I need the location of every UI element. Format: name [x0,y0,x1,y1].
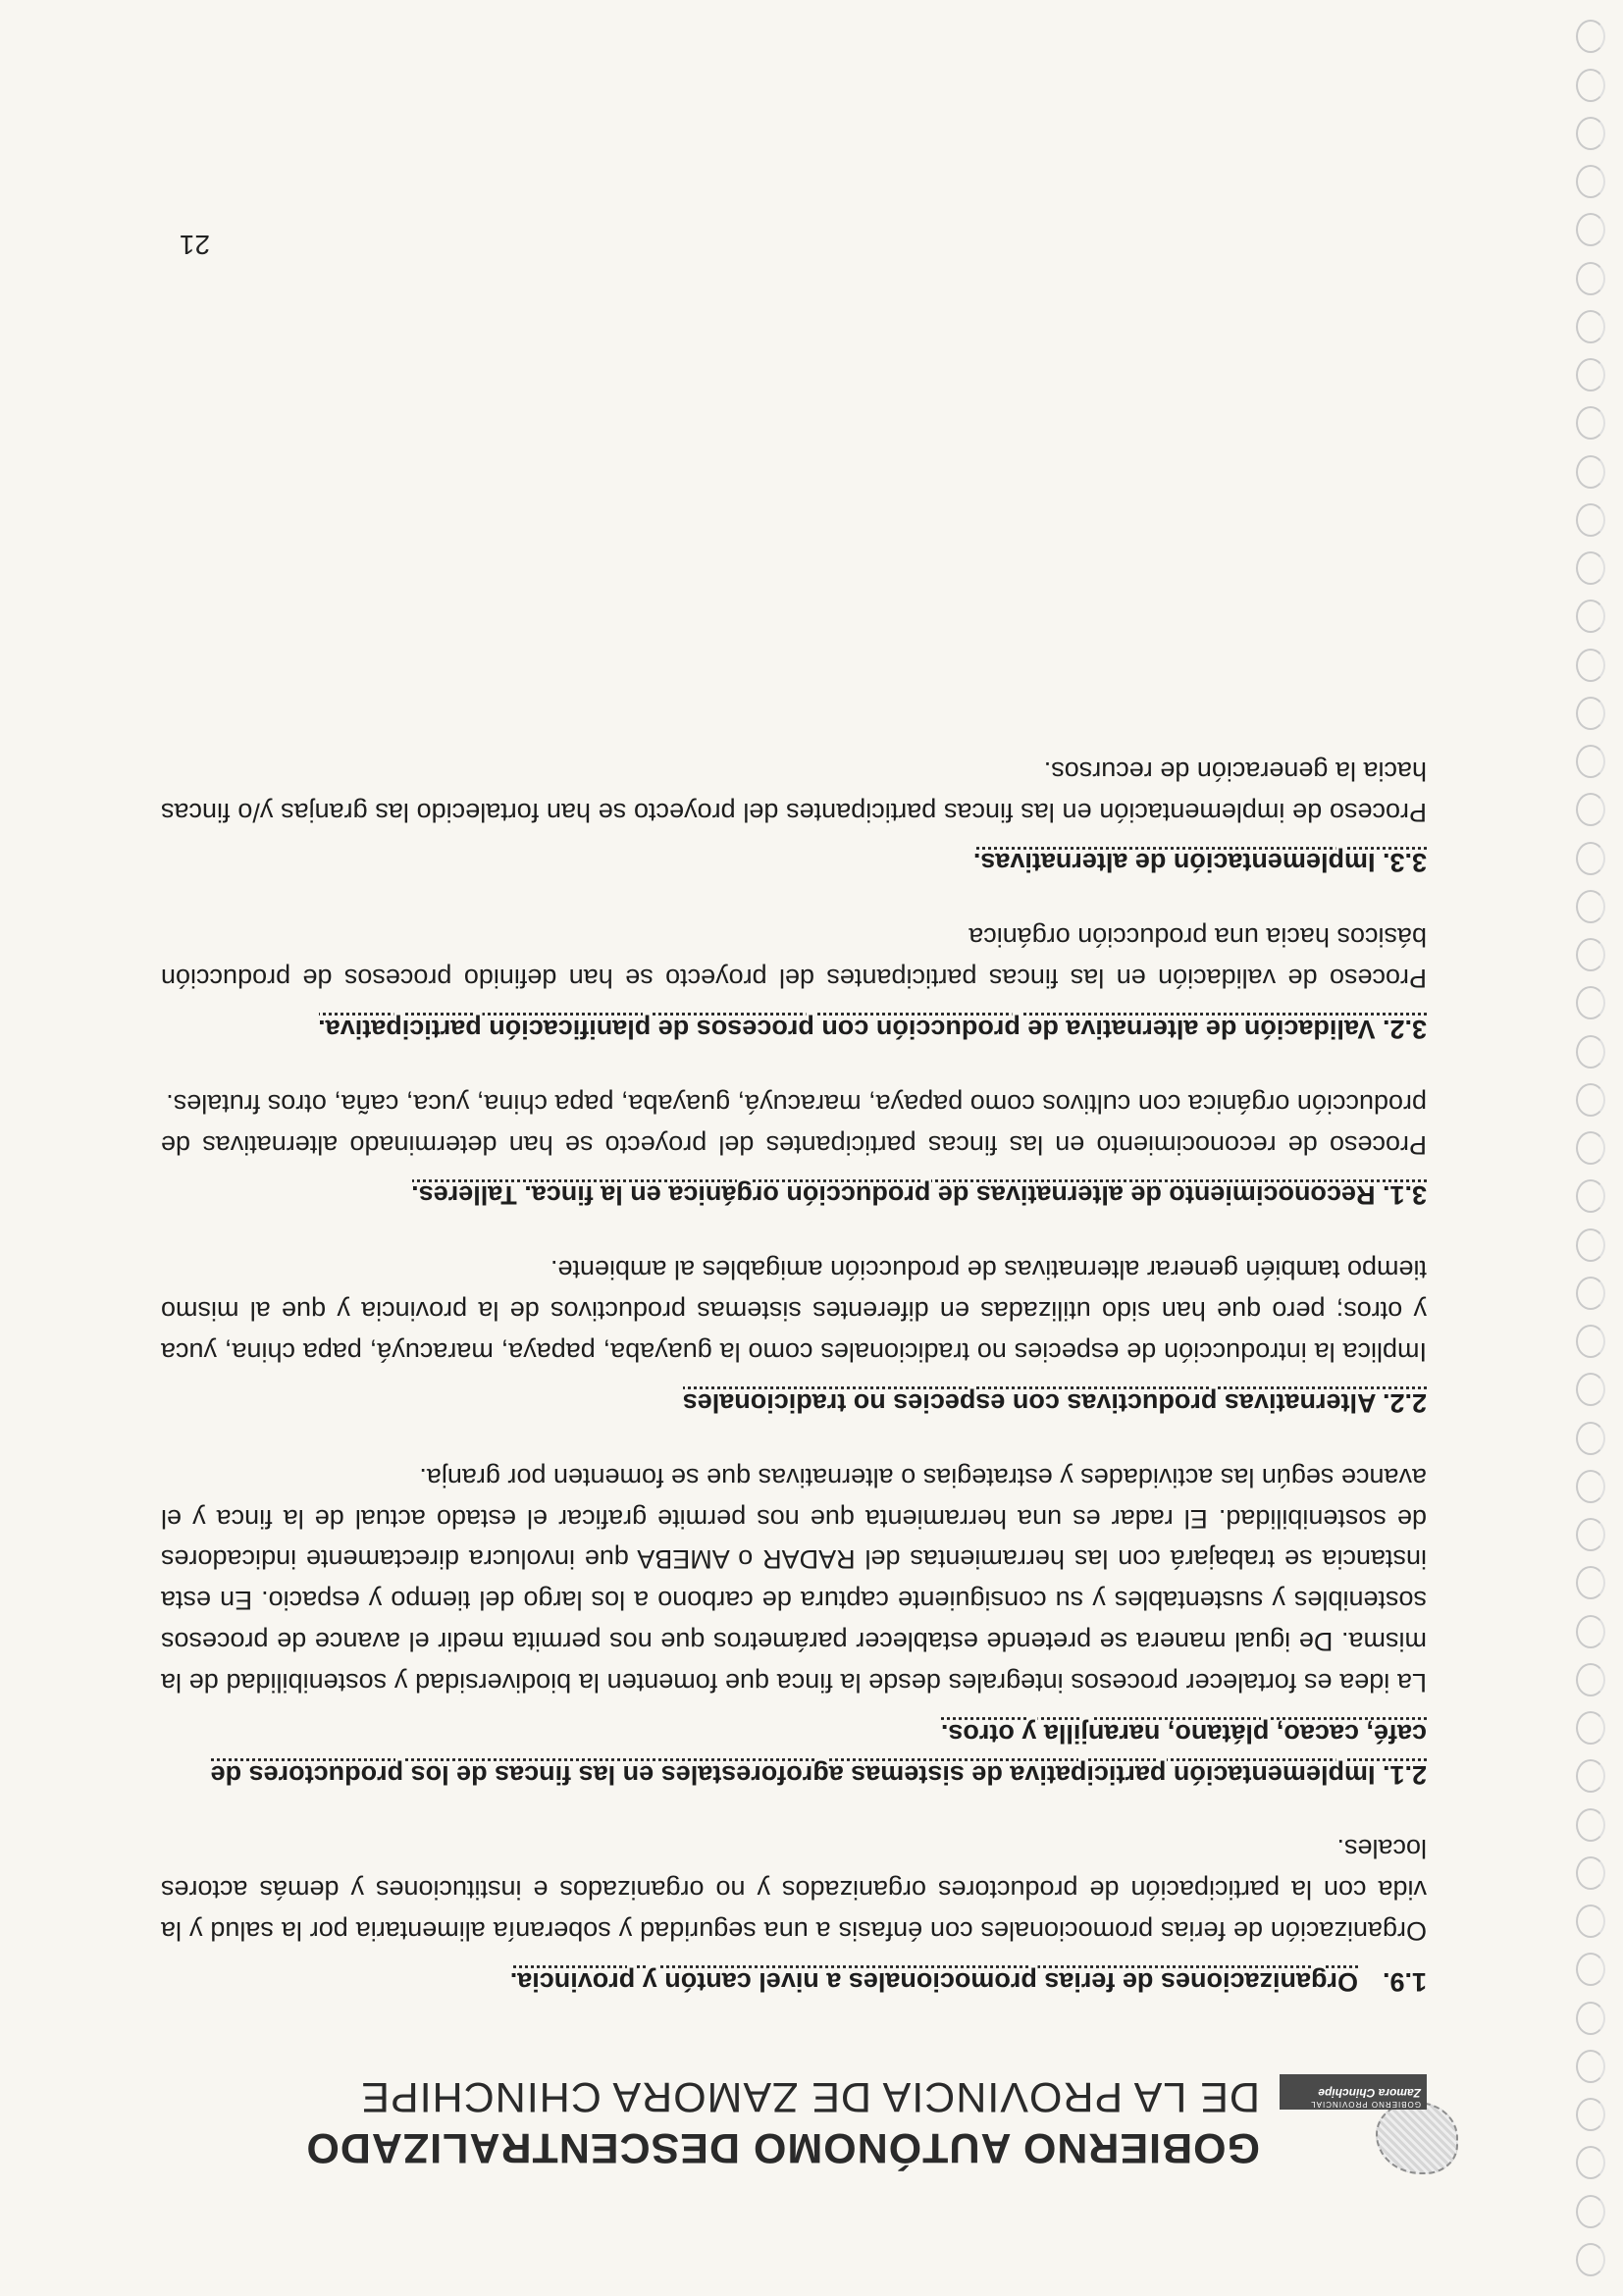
binding-hole [1576,1277,1605,1310]
binding-hole [1576,1325,1605,1358]
binding-hole [1576,407,1605,441]
binding-hole [1576,1905,1605,1938]
binding-hole [1576,1131,1605,1165]
binding-hole [1576,2147,1605,2180]
section-paragraph: Organización de ferias promocionales con énfasis a una seguridad y soberanía alimentaria por la salud y la vida con la participación de productores organizados y no organizados e instituciones y demás actores locales. [161,1834,1427,1947]
provincial-logo [1280,2062,1466,2180]
spiral-binding [1566,20,1605,2276]
binding-hole [1576,938,1605,971]
logo-line2: Zamora Chinchipe [1318,2086,1421,2101]
binding-hole [1576,1663,1605,1696]
binding-hole [1576,1567,1605,1600]
binding-hole [1576,1954,1605,1987]
document-header [161,2053,1466,2180]
binding-hole [1576,649,1605,682]
binding-hole [1576,1035,1605,1069]
section-heading: 2.2. Alternativas productivas con especies no tradicionales [682,1387,1427,1418]
section-paragraph: Proceso de reconocimiento en las fincas participantes del proyecto se han determinado alternativas de producción orgánica con cultivos como papaya, maracuyá, guayaba, papa china, yuca, caña, otros frutales. [161,1088,1427,1160]
binding-hole [1576,794,1605,827]
section-paragraph: Proceso de validación en las fincas participantes del proyecto se han definido procesos de producción básicos hacia una producción orgánica [161,922,1427,994]
binding-hole [1576,890,1605,923]
binding-hole [1576,214,1605,247]
binding-hole [1576,503,1605,537]
binding-hole [1576,455,1605,489]
binding-hole [1576,165,1605,198]
binding-hole [1576,69,1605,102]
binding-hole [1576,1808,1605,1842]
binding-hole [1576,697,1605,730]
binding-hole [1576,117,1605,150]
section-number: 1.9. [1382,1967,1427,1997]
header-title [305,2071,1260,2180]
binding-hole [1576,2195,1605,2228]
binding-hole [1576,1760,1605,1794]
binding-hole [1576,987,1605,1020]
binding-hole [1576,1518,1605,1551]
binding-hole [1576,1470,1605,1503]
binding-hole [1576,551,1605,585]
header-title-line1: GOBIERNO AUTÓNOMO DESCENTRALIZADO [305,2124,1260,2171]
binding-hole [1576,1856,1605,1890]
binding-hole [1576,21,1605,54]
document-body [161,750,1427,2002]
section-heading: 3.3. Implementación de alternativas. [972,848,1427,878]
binding-hole [1576,358,1605,391]
section-heading: 2.1. Implementación participativa de sistemas agroforestales en las fincas de los productores de café, cacao, plátano, naranjilla y otros. [210,1718,1427,1790]
logo-banner [1280,2074,1427,2110]
province-map-icon [1376,2102,1458,2174]
binding-hole [1576,1180,1605,1214]
binding-hole [1576,1711,1605,1745]
section-paragraph: La idea es fortalecer procesos integrales desde la finca que fomenten la biodiversidad y sostenibilidad de la misma. De igual manera se pretende establecer parámetros que nos permita medir el avance de procesos sostenibles y sustentables y su consiguiente captura de carbono a los largo del tiempo y espacio. En esta instancia se trabajará con las herramientas del RADAR o AMEBA que involucra directamente indicadores de sostenibilidad. El radar es una herramienta que nos permite graficar el estado actual de la finca y el avance según las actividades y estrategias o alternativas que se fomenten por granja. [161,1462,1427,1697]
binding-hole [1576,600,1605,634]
binding-hole [1576,1374,1605,1407]
binding-hole [1576,1228,1605,1262]
binding-hole [1576,1422,1605,1455]
binding-hole [1576,745,1605,778]
binding-hole [1576,1615,1605,1648]
logo-line1: GOBIERNO PROVINCIAL [1310,2100,1421,2109]
binding-hole [1576,2050,1605,2083]
binding-hole [1576,1083,1605,1117]
binding-hole [1576,842,1605,875]
binding-hole [1576,2002,1605,2035]
section-paragraph: Proceso de implementación en las fincas participantes del proyecto se han fortalecido las granjas y/o fincas hacia la generación de recursos. [161,756,1427,827]
section-heading: 3.2. Validación de alternativa de producción con procesos de planificación participativa. [318,1014,1427,1044]
header-title-line2: DE LA PROVINCIA DE ZAMORA CHINCHIPE [360,2073,1260,2121]
section-heading [161,1960,1427,2002]
binding-hole [1576,262,1605,295]
binding-hole [1576,310,1605,343]
section-heading: 3.1. Reconocimiento de alternativas de producción orgánica en la finca. Talleres. [411,1180,1427,1211]
section-title: Organizaciones de ferias promocionales a nivel cantón y provincia. [509,1967,1358,1997]
page-number: 21 [179,230,210,260]
binding-hole [1576,2243,1605,2276]
binding-hole [1576,2098,1605,2131]
section-paragraph: Implica la introducción de especies no tradicionales como la guayaba, papaya, maracuyá, papa china, yuca y otros; pero que han sido utilizadas en diferentes sistemas productivos de la provincia y que al mismo tiempo también generar alternativas de producción amigables al ambiente. [161,1255,1427,1368]
